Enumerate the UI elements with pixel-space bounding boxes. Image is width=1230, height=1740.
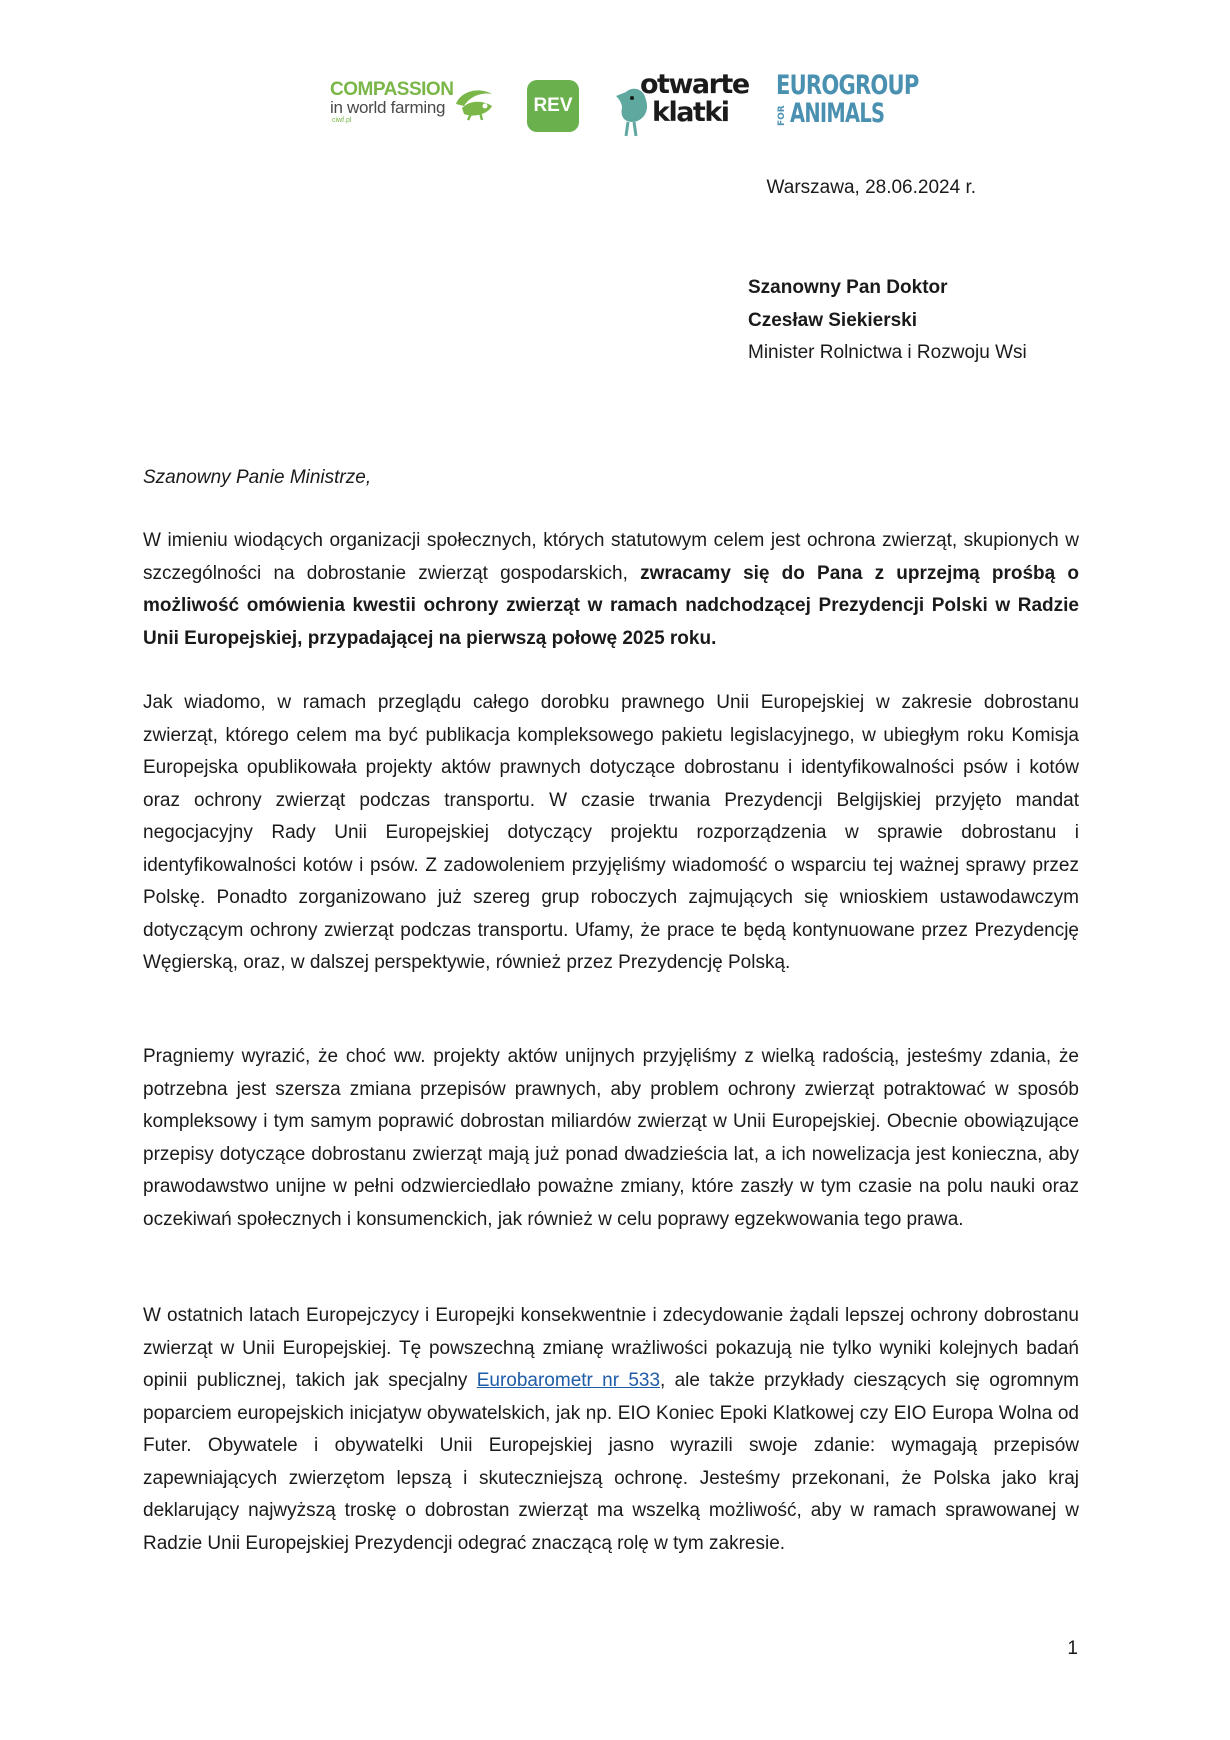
letter-date: Warszawa, 28.06.2024 r. [766,177,976,198]
otwarte-klatki-logo [612,68,752,146]
paragraph-4-after: , ale także przykłady cieszących się ogromnym poparciem europejskich inicjatyw obywatelskich, jak np. EIO Koniec Epoki Klatkowej czy EIO Europa Wolna od Futer. Obywatele i obywatelki Unii Europejskiej jasno wyrazili swoje zdanie: wymagają przepisów zapewniających zwierzętom lepszą i skuteczniejszą ochronę. Jesteśmy przekonani, że Polska jako kraj deklarujący najwyższą troskę o dobrostan zwierząt ma wszelką możliwość, aby w ramach sprawowanej w Radzie Unii Europejskiej Prezydencji odegrać znaczącą rolę w tym zakresie. [143,1370,1079,1554]
ciwf-logo-line2: in world farming [330,98,446,117]
paragraph-4 [143,1300,1079,1560]
page-number: 1 [1067,1638,1078,1659]
addressee-block [748,272,1027,370]
paragraph-1-bold: zwracamy się do Pana z uprzejmą prośbą o możliwość omówienia kwestii ochrony zwierząt w ramach nadchodzącej Prezydencji Polski w Radzie Unii Europejskiej, przypadającej na pierwszą połowę 2025 roku. [143,562,1080,649]
paragraph-3: Pragniemy wyrazić, że choć ww. projekty aktów unijnych przyjęliśmy z wielką radością, jesteśmy zdania, że potrzebna jest szersza zmiana przepisów prawnych, aby problem ochrony zwierząt potraktować w sposób kompleksowy i tym samym poprawić dobrostan miliardów zwierząt w Unii Europejskiej. Obecnie obowiązujące przepisy dotyczące dobrostanu zwierząt mają już ponad dwadzieścia lat, a ich nowelizacja jest konieczna, aby prawodawstwo unijne w pełni odzwierciedlało poważne zmiany, które zaszły w tym czasie na polu nauki oraz oczekiwań społecznych i konsumenckich, jak również w celu poprawy egzekwowania tego prawa. [143,1046,1079,1230]
eurogroup-logo-line1: EUROGROUP [776,70,919,101]
ciwf-logo-line3: ciwf.pl [332,117,352,124]
rev-logo: REV [527,80,579,132]
otwarte-klatki-line2: klatki [652,97,729,128]
cow-pig-icon [452,82,498,122]
ciwf-logo-line1: COMPASSION [330,79,454,100]
addressee-position: Minister Rolnictwa i Rozwoju Wsi [748,342,1027,363]
eurogroup-logo-line2: ANIMALS [790,98,885,129]
eurogroup-for-text: FOR [777,105,787,127]
addressee-name: Czesław Siekierski [748,309,917,331]
otwarte-klatki-line1: otwarte [640,69,749,100]
ciwf-logo [330,80,500,136]
eurobarometr-link[interactable]: Eurobarometr nr 533 [476,1370,661,1391]
addressee-title: Szanowny Pan Doktor [748,277,948,298]
logo-bar [330,68,930,148]
paragraph-4-before: W ostatnich latach Europejczycy i Europejki konsekwentnie i zdecydowanie żądali lepszej ochrony dobrostanu zwierząt w Unii Europejskiej. Tę powszechną zmianę wrażliwości pokazują nie tylko wyniki kolejnych badań opinii publicznej, takich jak specjalny [143,1305,1079,1391]
eurogroup-logo [776,70,919,142]
paragraph-1 [143,525,1079,655]
salutation: Szanowny Panie Ministrze, [143,467,372,488]
paragraph-1-normal: W imieniu wiodących organizacji społecznych, których statutowym celem jest ochrona zwierząt, skupionych w szczególności na dobrostanie zwierząt gospodarskich, [143,530,1079,584]
paragraph-2: Jak wiadomo, w ramach przeglądu całego dorobku prawnego Unii Europejskiej w zakresie dobrostanu zwierząt, którego celem ma być publikacja kompleksowego pakietu legislacyjnego, w ubiegłym roku Komisja Europejska opublikowała projekty aktów prawnych dotyczące dobrostanu i identyfikowalności psów i kotów oraz ochrony zwierząt podczas transportu. W czasie trwania Prezydencji Belgijskiej przyjęto mandat negocjacyjny Rady Unii Europejskiej dotyczący projektu rozporządzenia w sprawie dobrostanu i identyfikowalności kotów i psów. Z zadowoleniem przyjęliśmy wiadomość o wsparciu tej ważnej sprawy przez Polskę. Ponadto zorganizowano już szereg grup roboczych zajmujących się wnioskiem ustawodawczym dotyczącym ochrony zwierząt podczas transportu. Ufamy, że prace te będą kontynuowane przez Prezydencję Węgierską, oraz, w dalszej perspektywie, również przez Prezydencję Polską. [143,692,1079,973]
eurogroup-logo-for [776,102,790,130]
